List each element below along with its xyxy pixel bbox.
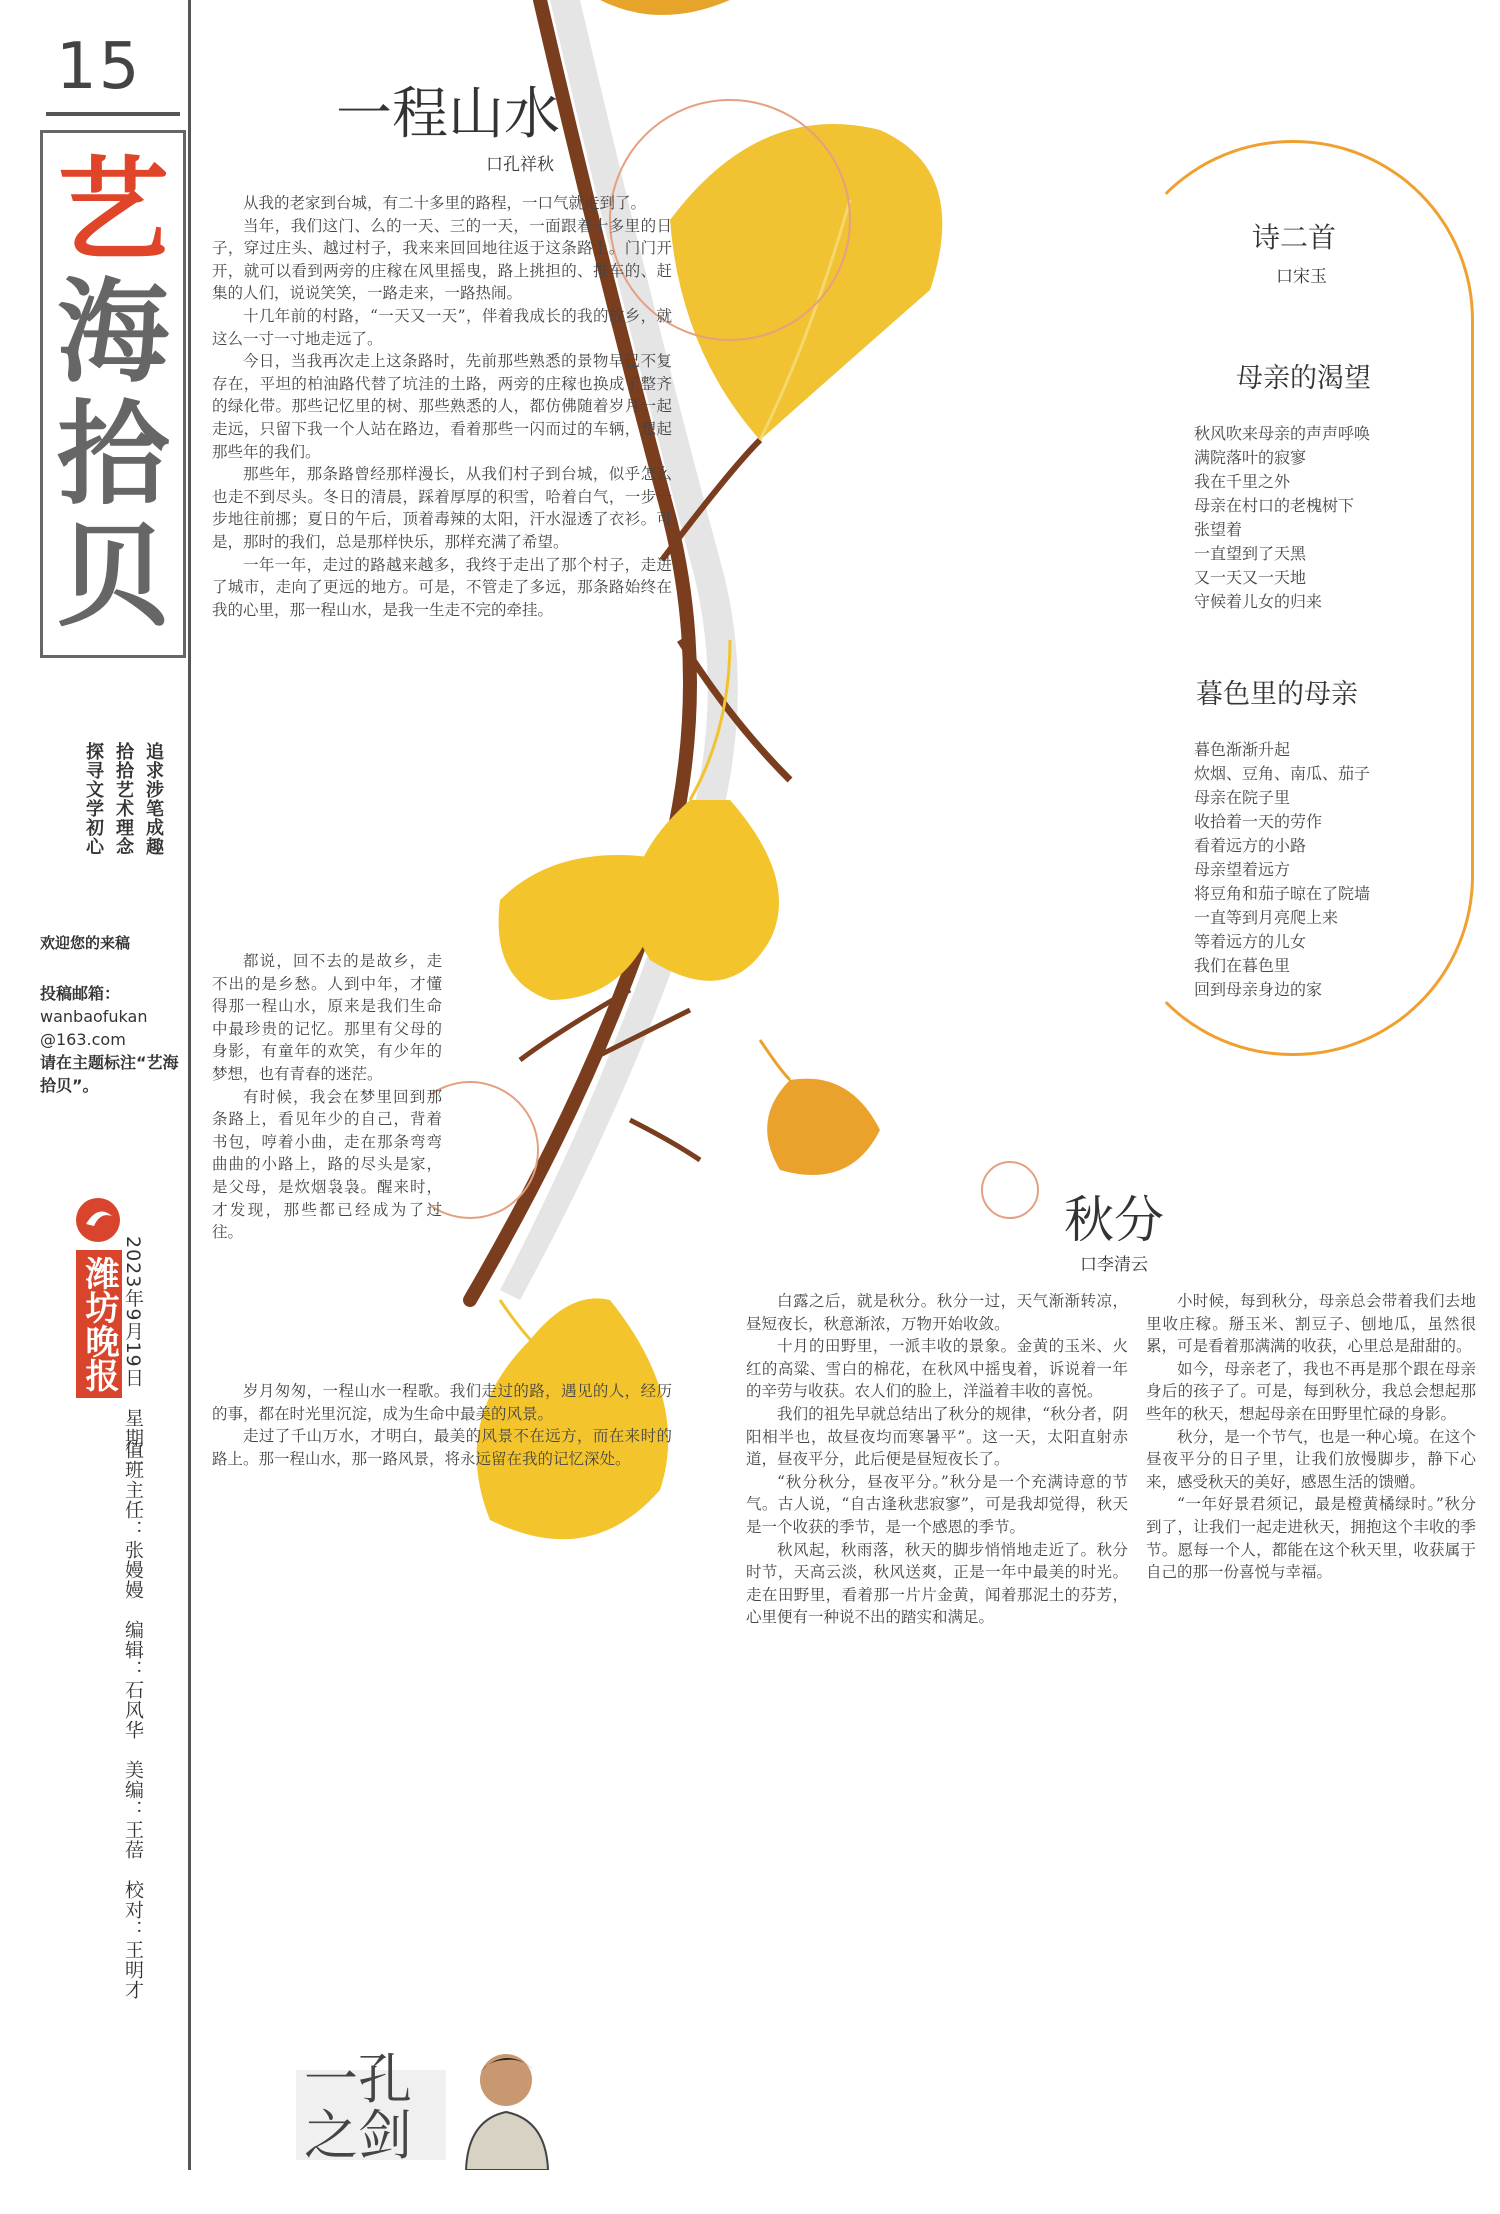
article2-byline: 口李清云	[1080, 1255, 1148, 1275]
column-title-box	[40, 130, 186, 658]
article1-paragraph: 有时候，我会在梦里回到那条路上，看见年少的自己，背着书包，哼着小曲，走在那条弯弯曲曲的小路上，路的尽头是家，是父母，是炊烟袅袅。醒来时，才发现，那些都已经成为了过往。	[212, 1087, 442, 1242]
article2-paragraph: 白露之后，就是秋分。秋分一过，天气渐渐转凉，昼短夜长，秋意渐浓，万物开始收敛。	[746, 1292, 1128, 1333]
submit-email-2[interactable]: @163.com	[40, 1030, 126, 1049]
page-number-rule	[46, 112, 180, 116]
column-title-char-1: 艺	[57, 146, 169, 276]
newspaper-name: 潍坊晚报	[76, 1250, 122, 1398]
poem2-title: 暮色里的母亲	[1196, 679, 1358, 710]
article2-paragraph: 小时候，每到秋分，母亲总会带着我们去地里收庄稼。掰玉米、割豆子、刨地瓜，虽然很累，可是看着那满满的收获，心里总是甜甜的。	[1146, 1292, 1476, 1356]
article1-body-bottom	[212, 1380, 672, 1470]
article2-body-right	[1146, 1290, 1476, 1584]
cartoon-corner	[296, 2040, 566, 2170]
article2-paragraph: 十月的田野里，一派丰收的景象。金黄的玉米、火红的高粱、雪白的棉花，在秋风中摇曳着，诉说着一年的辛劳与收获。农人们的脸上，洋溢着丰收的喜悦。	[746, 1337, 1128, 1401]
left-rail-divider	[188, 0, 191, 2170]
poem-line: 母亲望着远方	[1194, 860, 1291, 879]
poem-line: 守候着儿女的归来	[1194, 592, 1323, 611]
poems-title: 诗二首	[1252, 221, 1337, 254]
ginkgo-leaf-orange	[760, 1040, 880, 1175]
article1-title: 一程山水	[336, 82, 560, 147]
poem1-body	[1194, 422, 1444, 614]
poem-line: 炊烟、豆角、南瓜、茄子	[1194, 764, 1371, 783]
article2-paragraph: 我们的祖先早就总结出了秋分的规律，“秋分者，阴阳相半也，故昼夜均而寒暑平”。这一天，太阳直射赤道，昼夜平分，此后便是昼短夜长了。	[746, 1404, 1128, 1469]
ginkgo-leaf-large	[670, 124, 942, 440]
article2-title: 秋分	[1064, 1191, 1164, 1249]
poem-line: 母亲在院子里	[1194, 788, 1291, 807]
poem-line: 我们在暮色里	[1194, 956, 1291, 975]
article1-paragraph: 都说，回不去的是故乡，走不出的是乡愁。人到中年，才懂得那一程山水，原来是我们生命中最珍贵的记忆。那里有父母的身影，有童年的欢笑，有少年的梦想，也有青春的迷茫。	[212, 952, 442, 1083]
article2-paragraph: 秋风起，秋雨落，秋天的脚步悄悄地走近了。秋分时节，天高云淡，秋风送爽，正是一年中最美的时光。走在田野里，看着那一片片金黄，闻着那泥土的芬芳，心里便有一种说不出的踏实和满足。	[746, 1540, 1128, 1627]
article1-body-mid	[212, 950, 442, 1244]
poem-line: 回到母亲身边的家	[1194, 980, 1323, 999]
article2-paragraph: “一年好景君须记，最是橙黄橘绿时。”秋分到了，让我们一起走进秋天，拥抱这个丰收的季节。愿每一个人，都能在这个秋天里，收获属于自己的那一份喜悦与幸福。	[1146, 1495, 1476, 1582]
poem-line: 暮色渐渐升起	[1194, 740, 1291, 759]
editor-credits: 值班主任：张嫚嫚 编辑：石风华 美编：王蓓 校对：王明才	[122, 1440, 144, 2000]
motto-line-3: 探寻文学初心	[83, 742, 104, 856]
poem-line: 一直等到月亮爬上来	[1194, 908, 1339, 927]
article1-paragraph: 十几年前的村路，“一天又一天”，伴着我成长的我的故乡，就这么一寸一寸地走远了。	[212, 306, 672, 348]
submit-email-1[interactable]: wanbaofukan	[40, 1007, 148, 1026]
motto-line-2: 拾拾艺术理念	[113, 742, 134, 856]
poem-line: 收拾着一天的劳作	[1194, 812, 1323, 831]
column-title-char-3: 拾	[57, 390, 169, 520]
welcome-text: 欢迎您的来稿	[40, 934, 131, 952]
issue-date: 2023年9月19日 星期二	[122, 1236, 144, 1468]
poem-line: 张望着	[1194, 520, 1243, 539]
submit-note: 请在主题标注“艺海拾贝”。	[40, 1053, 179, 1095]
article1-paragraph: 当年，我们这门、么的一天、三的一天，一面跟着十多里的日子，穿过庄头、越过村子，我来来回回地往返于这条路上。门门开开，就可以看到两旁的庄稼在风里摇曳，路上挑担的、推车的、赶集的人们，说说笑笑，一路走来，一路热闹。	[212, 216, 672, 303]
poem2-body	[1194, 738, 1444, 1002]
poem-line: 母亲在村口的老槐树下	[1194, 496, 1355, 515]
article2-paragraph: 如今，母亲老了，我也不再是那个跟在母亲身后的孩子了。可是，每到秋分，我总会想起那些年的秋天，想起母亲在田野里忙碌的身影。	[1146, 1359, 1476, 1423]
article2-paragraph: “秋分秋分，昼夜平分。”秋分是一个充满诗意的节气。古人说，“自古逢秋悲寂寥”，可是我却觉得，秋天是一个收获的季节，是一个感恩的季节。	[746, 1472, 1128, 1536]
article2-paragraph: 秋分，是一个节气，也是一种心境。在这个昼夜平分的日子里，让我们放慢脚步，静下心来，感受秋天的美好，感恩生活的馈赠。	[1146, 1427, 1476, 1491]
column-motto	[52, 742, 182, 892]
poem-line: 秋风吹来母亲的声声呼唤	[1194, 424, 1371, 443]
article1-paragraph: 从我的老家到台城，有二十多里的路程，一口气就走到了。	[243, 194, 647, 212]
poem-line: 等着远方的儿女	[1194, 932, 1307, 951]
submit-label: 投稿邮箱：	[40, 984, 121, 1003]
poem-line: 我在千里之外	[1194, 472, 1291, 491]
poem-line: 满院落叶的寂寥	[1194, 448, 1307, 467]
column-title-char-4: 贝	[57, 512, 169, 642]
submission-info	[40, 982, 188, 1097]
article1-byline: 口孔祥秋	[486, 155, 554, 175]
poem-line: 看着远方的小路	[1194, 836, 1307, 855]
poems-byline: 口宋玉	[1276, 267, 1327, 287]
cartoon-title: 一孔之剑	[304, 2048, 412, 2167]
article1-paragraph: 岁月匆匆，一程山水一程歌。我们走过的路，遇见的人，经历的事，都在时光里沉淀，成为生命中最美的风景。	[212, 1382, 672, 1423]
poem1-title: 母亲的渴望	[1236, 363, 1371, 394]
article1-paragraph: 今日，当我再次走上这条路时，先前那些熟悉的景物早已不复存在，平坦的柏油路代替了坑洼的土路，两旁的庄稼也换成了整齐的绿化带。那些记忆里的树、那些熟悉的人，都仿佛随着岁月一起走远，只留下我一个人站在路边，看着那些一闪而过的车辆，想起那些年的我们。	[212, 352, 672, 461]
poem-line: 一直望到了天黑	[1194, 544, 1307, 563]
poem-line: 将豆角和茄子晾在了院墙	[1194, 884, 1371, 903]
article1-paragraph: 走过了千山万水，才明白，最美的风景不在远方，而在来时的路上。那一程山水，那一路风景，将永远留在我的记忆深处。	[212, 1427, 672, 1468]
logo-emblem-icon	[76, 1198, 120, 1242]
article1-paragraph: 那些年，那条路曾经那样漫长，从我们村子到台城，似乎怎么也走不到尽头。冬日的清晨，踩着厚厚的积雪，哈着白气，一步一步地往前挪；夏日的午后，顶着毒辣的太阳，汗水湿透了衣衫。可是，那时的我们，总是那样快乐，那样充满了希望。	[212, 465, 672, 551]
poem-line: 又一天又一天地	[1194, 568, 1307, 587]
article1-body-top	[212, 192, 672, 621]
column-title-char-2: 海	[57, 268, 169, 398]
article2-body-left	[746, 1290, 1128, 1629]
page-number: 15	[56, 30, 142, 104]
article1-paragraph: 一年一年，走过的路越来越多，我终于走出了那个村子，走进了城市，走向了更远的地方。可是，不管走了多远，那条路始终在我的心里，那一程山水，是我一生走不完的牵挂。	[212, 555, 672, 619]
motto-line-1: 追求涉笔成趣	[143, 742, 164, 856]
